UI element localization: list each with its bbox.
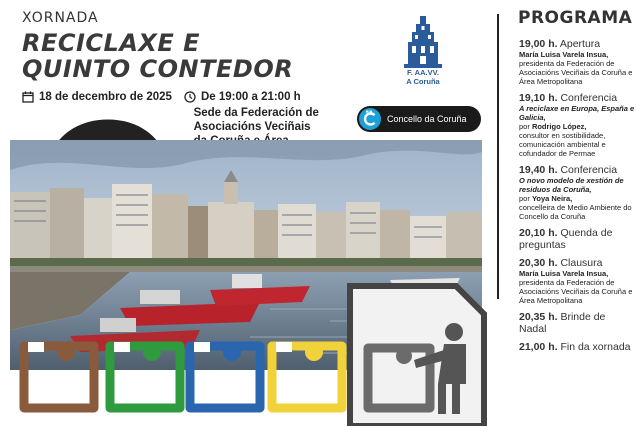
item-details: presidenta da Federación de Asociacións Veciñais da Coruña e Área Metropolitana (519, 278, 633, 305)
item-time: 21,00 h. (519, 341, 558, 353)
item-event: Quenda de preguntas (519, 227, 613, 251)
concello-c-icon (359, 108, 381, 130)
item-time: 20,35 h. (519, 311, 558, 323)
item-speaker-prefix: por (519, 122, 530, 131)
item-details: presidenta da Federación de Asociacións Veciñais da Coruña e Área Metropolitana (519, 59, 633, 86)
item-event: Apertura (559, 38, 601, 50)
event-kicker: XORNADA (22, 10, 99, 26)
item-event: Fin da xornada (560, 341, 631, 353)
federation-label-line-2: A Coruña (406, 77, 440, 86)
federation-label-line-1: F. AA.VV. (407, 68, 439, 77)
item-event: Clausura (560, 257, 603, 269)
item-time: 20,10 h. (519, 227, 558, 239)
item-speaker: María Luisa Varela Insua, (519, 50, 609, 59)
item-topic: O novo modelo de xestión de residuos da Coruña, (519, 176, 624, 194)
event-title-line-2: QUINTO CONTEDOR (22, 55, 294, 83)
event-title-line-1: RECICLAXE E (22, 29, 201, 57)
item-event: Conferencia (560, 164, 618, 176)
item-event: Brinde de Nadal (519, 311, 606, 335)
venue-line-1: Sede da Federación de Asociacións Veciñais (193, 107, 319, 133)
column-divider (497, 14, 499, 299)
event-date: 18 de decembro de 2025 (39, 91, 172, 103)
yellow-bin-icon (272, 342, 342, 408)
recycling-bins-illustration (0, 276, 490, 426)
item-speaker: María Luisa Varela Insua, (519, 269, 609, 278)
item-time: 20,30 h. (519, 257, 558, 269)
federation-label (388, 68, 458, 86)
programme-title: PROGRAMA (518, 8, 633, 28)
date-time-row (22, 89, 352, 105)
item-details: concelleira de Medio Ambiente do Concello da Coruña (519, 203, 632, 221)
programme-item (519, 92, 635, 158)
concello-logo-badge (357, 106, 481, 132)
item-topic: A reciclaxe en Europa, España e Galicia, (519, 104, 635, 122)
clock-icon (184, 91, 196, 103)
brown-bin-icon (24, 342, 94, 408)
item-time: 19,10 h. (519, 92, 558, 104)
programme-item (519, 38, 635, 86)
programme-item (519, 311, 635, 335)
programme-item (519, 164, 635, 221)
programme-item (519, 341, 635, 353)
item-time: 19,40 h. (519, 164, 558, 176)
concello-label: Concello da Coruña (387, 114, 467, 124)
event-time: De 19:00 a 21:00 h (200, 91, 301, 103)
item-speaker: Rodrigo López, (531, 122, 587, 131)
item-event: Conferencia (560, 92, 618, 104)
green-bin-icon (110, 342, 180, 408)
event-title (22, 30, 372, 82)
programme-list (519, 38, 635, 359)
programme-item (519, 227, 635, 251)
programme-item (519, 257, 635, 305)
item-speaker: Yoya Neira, (531, 194, 573, 203)
item-speaker-prefix: por (519, 194, 530, 203)
item-time: 19,00 h. (519, 38, 558, 50)
blue-bin-icon (190, 342, 260, 408)
item-details: consultor en sostibilidade, comunicación ambiental e cofundador de Permae (519, 131, 606, 158)
calendar-icon (22, 91, 34, 103)
